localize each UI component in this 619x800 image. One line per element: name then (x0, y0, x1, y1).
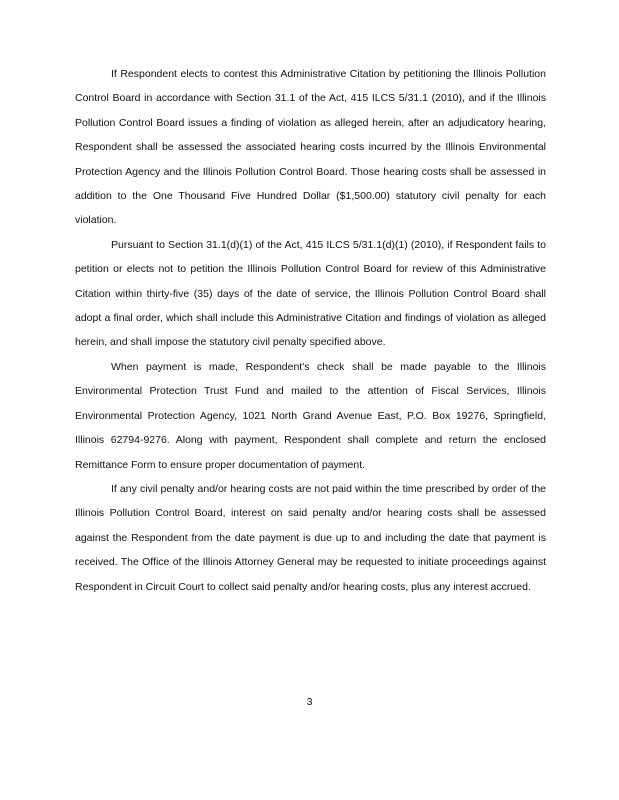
paragraph-unpaid-penalty: If any civil penalty and/or hearing costs are not paid within the time prescribed by order of the Illinois Pollution Control Board, interest on said penalty and/or hearing costs shall be assessed against the Respondent from the date payment is due up to and including the date that payment is received. The Office of the Illinois Attorney General may be requested to initiate proceedings against Respondent in Circuit Court to collect said penalty and/or hearing costs, plus any interest accrued. (75, 482, 546, 593)
paragraph-final-order: Pursuant to Section 31.1(d)(1) of the Act, 415 ILCS 5/31.1(d)(1) (2010), if Respondent fails to petition or elects not to petition the Illinois Pollution Control Board for review of this Administrative Citation within thirty-five (35) days of the date of service, the Illinois Pollution Control Board shall adopt a final order, which shall include this Administrative Citation and findings of violation as alleged herein, and shall impose the statutory civil penalty specified above. (75, 238, 546, 349)
paragraph-contest-citation: If Respondent elects to contest this Administrative Citation by petitioning the Illinois Pollution Control Board in accordance with Section 31.1 of the Act, 415 ILCS 5/31.1 (2010), and if the Illinois Pollution Control Board issues a finding of violation as alleged herein, after an adjudicatory hearing, Respondent shall be assessed the associated hearing costs incurred by the Illinois Environmental Protection Agency and the Illinois Pollution Control Board. Those hearing costs shall be assessed in addition to the One Thousand Five Hundred Dollar ($1,500.00) statutory civil penalty for each violation. (75, 68, 546, 227)
page-number: 3 (306, 696, 313, 708)
document-body (75, 62, 546, 599)
paragraph-payment-instructions: When payment is made, Respondent's check shall be made payable to the Illinois Environmental Protection Trust Fund and mailed to the attention of Fiscal Services, Illinois Environmental Protection Agency, 1021 North Grand Avenue East, P.O. Box 19276, Springfield, Illinois 62794-9276. Along with payment, Respondent shall complete and return the enclosed Remittance Form to ensure proper documentation of payment. (75, 360, 546, 471)
